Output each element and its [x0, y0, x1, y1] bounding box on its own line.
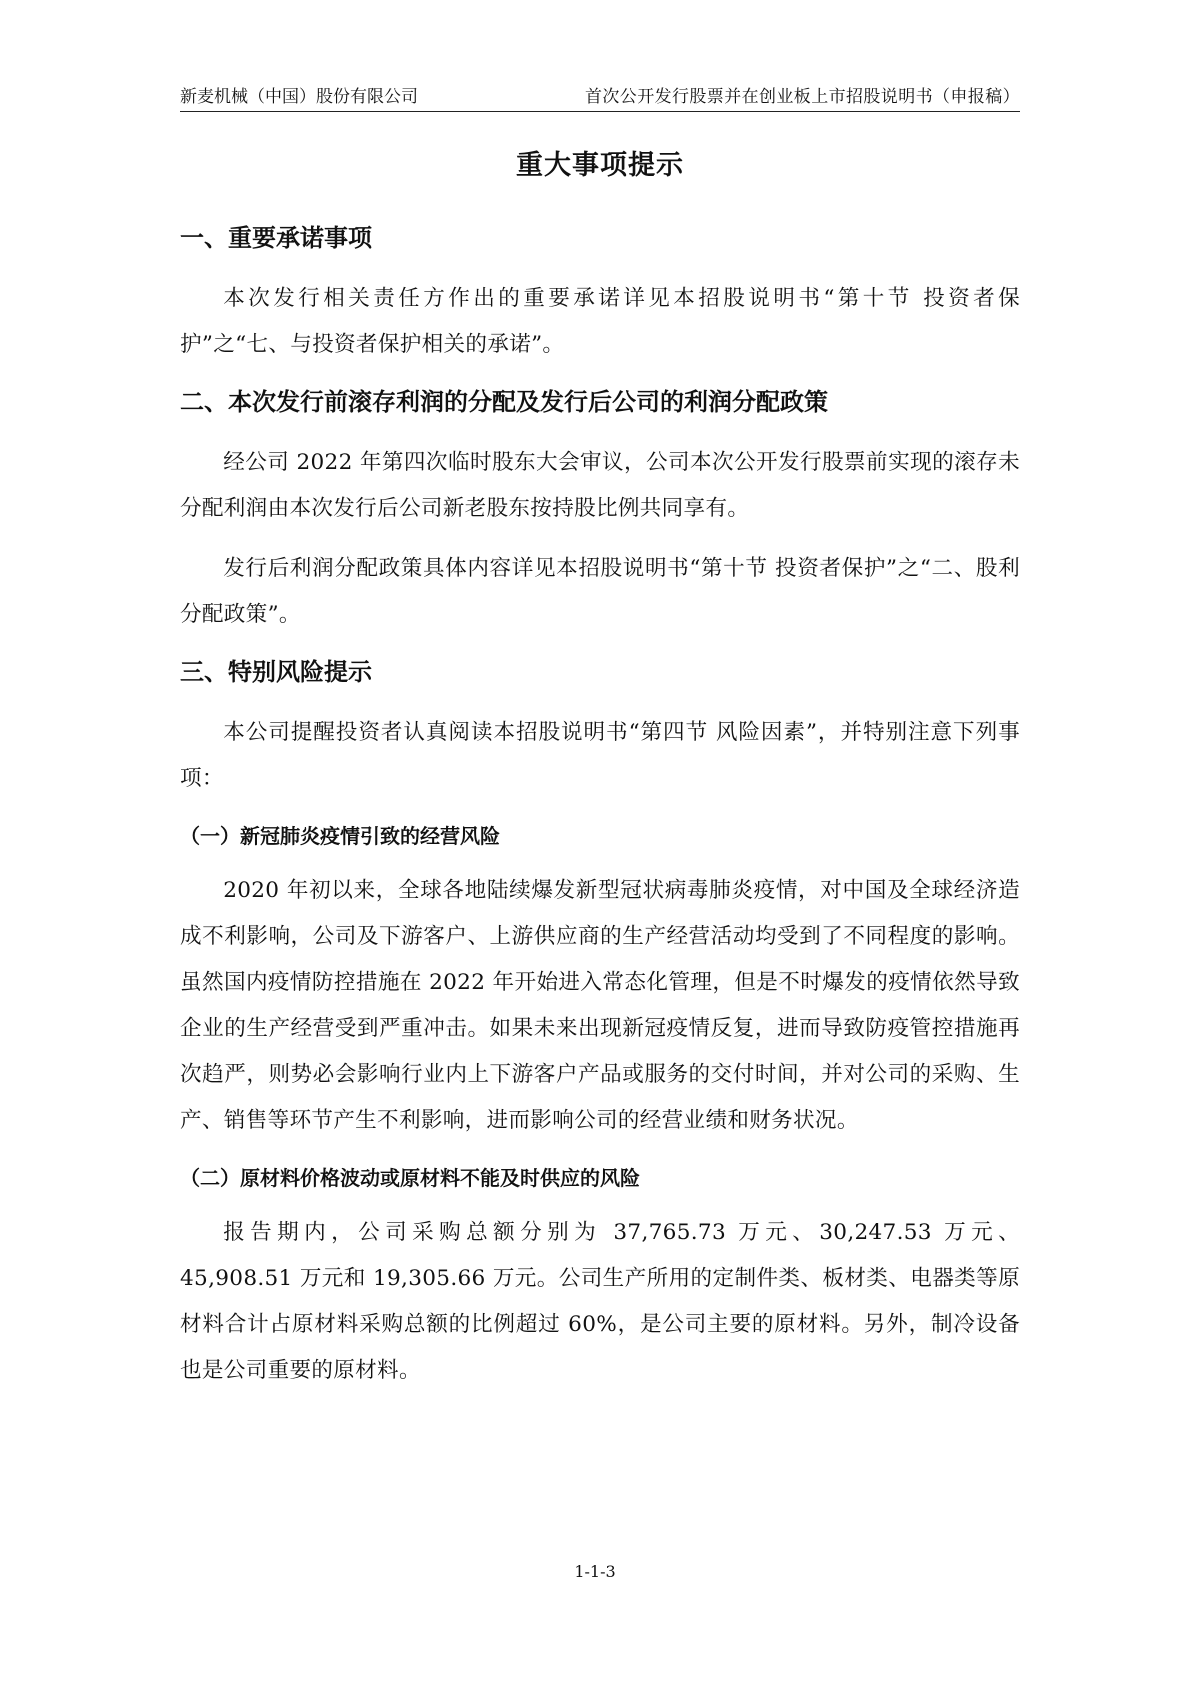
page-title: 重大事项提示 [516, 150, 684, 181]
paragraph: 发行后利润分配政策具体内容详见本招股说明书“第十节 投资者保护”之“二、股利分配政策”。 [180, 556, 1020, 627]
subsection-heading: （二）原材料价格波动或原材料不能及时供应的风险 [180, 1166, 640, 1190]
page-number: 1-1-3 [574, 1562, 616, 1581]
page-header [180, 84, 1020, 110]
paragraph: 本次发行相关责任方作出的重要承诺详见本招股说明书“第十节 投资者保护”之“七、与投资者保护相关的承诺”。 [180, 286, 1020, 357]
section-heading: 三、特别风险提示 [180, 658, 372, 686]
section-heading: 一、重要承诺事项 [180, 224, 372, 252]
header-doc-type: 首次公开发行股票并在创业板上市招股说明书（申报稿） [585, 87, 1020, 107]
paragraph: 经公司 2022 年第四次临时股东大会审议，公司本次公开发行股票前实现的滚存未分配利润由本次发行后公司新老股东按持股比例共同享有。 [180, 450, 1020, 521]
section-profit-distribution [180, 382, 1020, 638]
paragraph: 报告期内，公司采购总额分别为 37,765.73 万元、30,247.53 万元、45,908.51 万元和 19,305.66 万元。公司生产所用的定制件类、板材类、电器类等原材料合计占原材料采购总额的比例超过 60%，是公司主要的原材料。另外，制冷设备也是公司重要的原材料。 [180, 1220, 1020, 1383]
document-body [180, 144, 1020, 1408]
section-important-commitments [180, 218, 1020, 368]
paragraph: 本公司提醒投资者认真阅读本招股说明书“第四节 风险因素”，并特别注意下列事项： [180, 720, 1020, 791]
section-heading: 二、本次发行前滚存利润的分配及发行后公司的利润分配政策 [180, 388, 828, 416]
header-company: 新麦机械（中国）股份有限公司 [180, 87, 418, 107]
subsection-heading: （一）新冠肺炎疫情引致的经营风险 [180, 824, 500, 848]
section-special-risk-notice [180, 652, 1020, 1394]
header-divider [180, 111, 1020, 112]
paragraph: 2020 年初以来，全球各地陆续爆发新型冠状病毒肺炎疫情，对中国及全球经济造成不利影响，公司及下游客户、上游供应商的生产经营活动均受到了不同程度的影响。虽然国内疫情防控措施在 2022 年开始进入常态化管理，但是不时爆发的疫情依然导致企业的生产经营受到严重冲击。如果未来出现新冠疫情反复，进而导致防疫管控措施再次趋严，则势必会影响行业内上下游客户产品或服务的交付时间，并对公司的采购、生产、销售等环节产生不利影响，进而影响公司的经营业绩和财务状况。 [180, 878, 1020, 1133]
